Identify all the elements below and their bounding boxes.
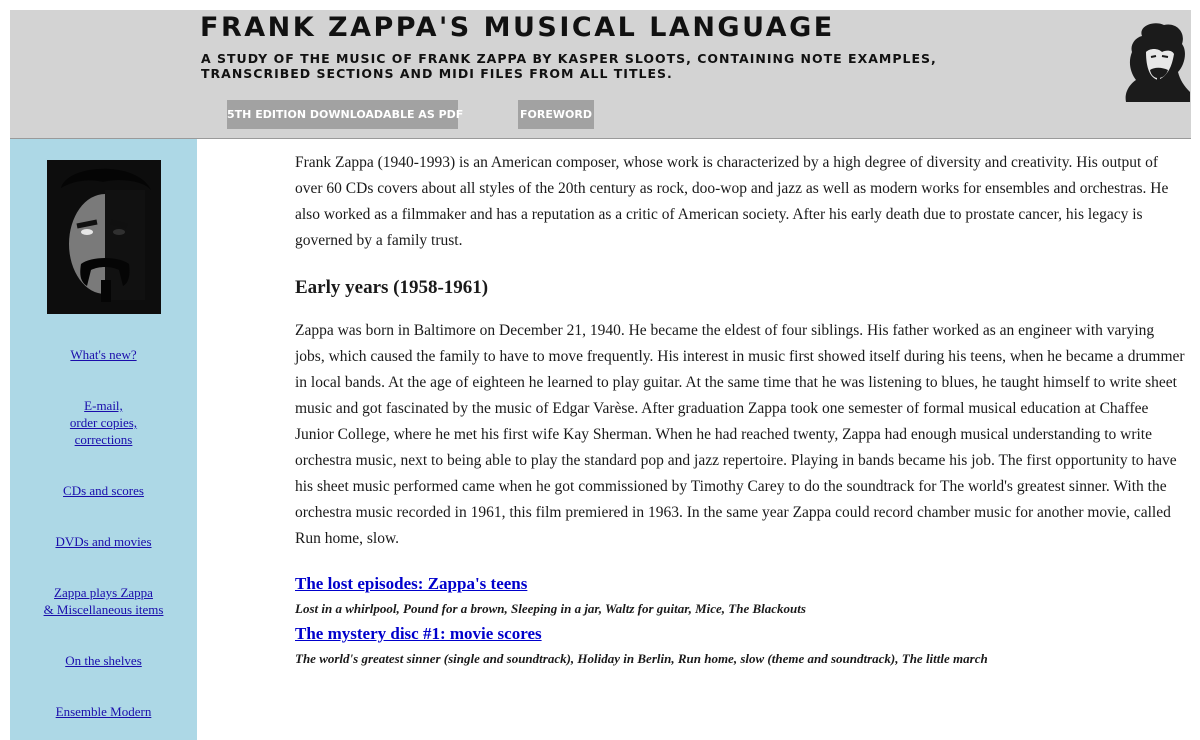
topic-link-lost-episodes[interactable]: The lost episodes: Zappa's teens — [295, 574, 528, 593]
sidebar-item-on-the-shelves[interactable]: On the shelves — [65, 653, 142, 668]
zappa-sketch-logo — [1124, 22, 1192, 102]
pdf-download-button[interactable]: 5TH EDITION DOWNLOADABLE AS PDF — [227, 100, 458, 129]
sidebar — [10, 139, 197, 740]
topic-description: The world's greatest sinner (single and soundtrack), Holiday in Berlin, Run home, slow (theme and soundtrack), The little march — [295, 651, 988, 666]
intro-paragraph: Frank Zappa (1940-1993) is an American composer, whose work is characterized by a high degree of diversity and creativity. His output of over 60 CDs covers about all styles of the 20th century as rock, doo-wop and jazz as well as modern works for ensembles and orchestras. He also worked as a filmmaker and has a reputation as a critic of American society. After his early death due to prostate cancer, his legacy is governed by a family trust. — [295, 154, 1169, 249]
zappa-portrait-photo — [47, 160, 161, 314]
sidebar-item-ensemble-modern[interactable]: Ensemble Modern — [55, 704, 152, 719]
site-title: FRANK ZAPPA'S MUSICAL LANGUAGE — [200, 12, 835, 43]
main-content — [295, 150, 1185, 668]
site-header — [10, 10, 1191, 139]
topic-description: Lost in a whirlpool, Pound for a brown, Sleeping in a jar, Waltz for guitar, Mice, The Blackouts — [295, 601, 806, 616]
sidebar-item-whats-new[interactable]: What's new? — [70, 347, 137, 362]
site-subtitle: A STUDY OF THE MUSIC OF FRANK ZAPPA BY KASPER SLOOTS, CONTAINING NOTE EXAMPLES, TRANSCRIBED SECTIONS AND MIDI FILES FROM ALL TITLES. — [201, 51, 937, 81]
section-paragraph: Zappa was born in Baltimore on December 21, 1940. He became the eldest of four siblings. His father worked as an engineer with varying jobs, which caused the family to have to move frequently. His interest in music first showed itself during his teens, when he became a drummer in local bands. At the age of eighteen he learned to play guitar. At the same time that he was listening to blues, he taught himself to write sheet music and got fascinated by the music of Edgar Varèse. After graduation Zappa took one semester of formal musical education at Chaffee Junior College, where he met his first wife Kay Sherman. When he had reached twenty, Zappa had enough musical understanding to write orchestra music, next to being able to play the standard pop and jazz repertoire. Playing in bands became his job. The first opportunity to have his sheet music performed came when he got commissioned by Timothy Carey to do the soundtrack for The world's greatest sinner. With the orchestra music recorded in 1961, this film premiered in 1963. In the same year Zappa could record chamber music for another movie, called Run home, slow. — [295, 322, 1185, 547]
sidebar-item-cds-scores[interactable]: CDs and scores — [63, 483, 144, 498]
foreword-button[interactable]: FOREWORD — [518, 100, 594, 129]
sidebar-item-email[interactable]: E-mail, order copies, corrections — [69, 398, 138, 447]
section-heading: Early years (1958-1961) — [295, 277, 489, 298]
topic-link-mystery-disc[interactable]: The mystery disc #1: movie scores — [295, 624, 542, 643]
sidebar-item-dvds-movies[interactable]: DVDs and movies — [55, 534, 152, 549]
sidebar-item-zappa-plays-zappa[interactable]: Zappa plays Zappa & Miscellaneous items — [43, 585, 164, 617]
